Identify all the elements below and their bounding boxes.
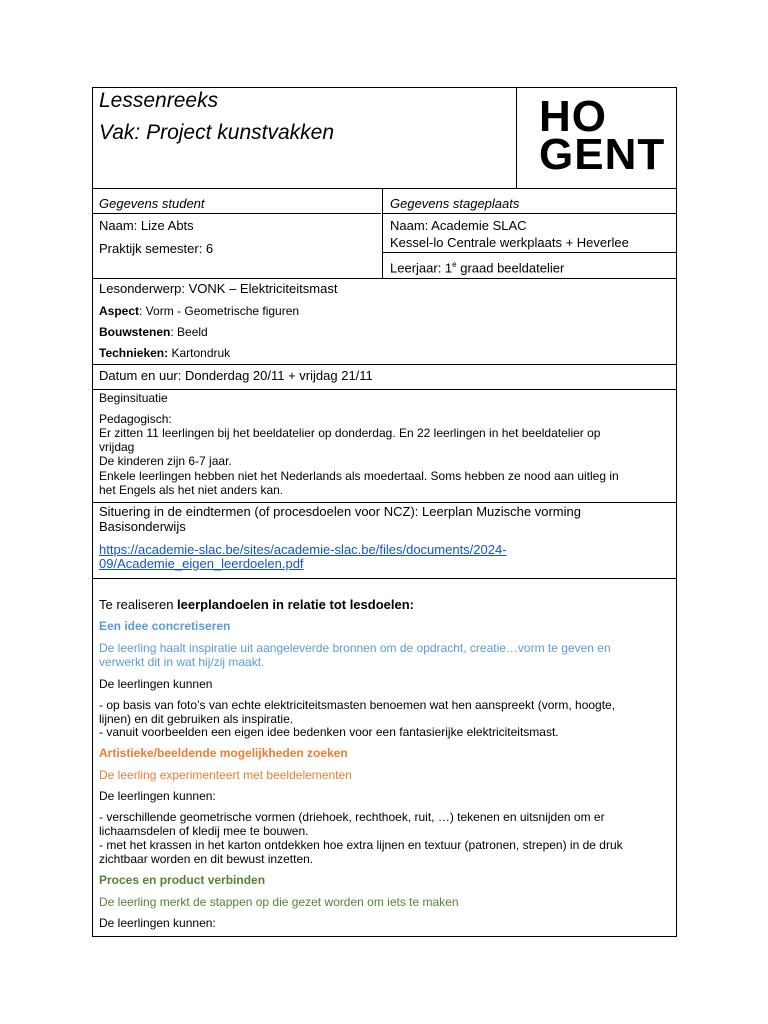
goal-2-line-3: - met het krassen in het karton ontdekken hoe extra lijnen en textuur (patronen, strepen) in de druk	[99, 838, 623, 852]
mogelijkheden-heading: Artistieke/beeldende mogelijkheden zoeken	[99, 746, 348, 760]
concretiseren-text-2: verwerkt dit in wat hij/zij maakt.	[99, 655, 265, 669]
leerlingen-kunnen-1: De leerlingen kunnen	[99, 677, 213, 691]
beginsituatie-line: het Engels als het niet anders kan.	[99, 483, 284, 497]
bouwstenen-value: : Beeld	[170, 325, 208, 339]
concretiseren-heading: Een idee concretiseren	[99, 619, 231, 633]
technieken-value: Kartondruk	[168, 346, 231, 360]
stage-heading: Gegevens stageplaats	[390, 196, 520, 211]
goal-2-line-2: lichaamsdelen of kledij mee te bouwen.	[99, 824, 309, 838]
stage-location-line	[382, 252, 676, 253]
logo-line-1: HO	[539, 92, 607, 141]
aspect-label: Aspect	[99, 304, 140, 318]
situering-line-2: Basisonderwijs	[99, 519, 186, 534]
technieken-label: Technieken:	[99, 346, 169, 360]
grade-suffix: graad beeldatelier	[456, 260, 565, 276]
mogelijkheden-text: De leerling experimenteert met beeldelementen	[99, 768, 352, 782]
goal-2-line-1: - verschillende geometrische vormen (driehoek, rechthoek, ruit, …) tekenen en uitsnijden om er	[99, 810, 605, 824]
date-time: Datum en uur: Donderdag 20/11 + vrijdag 21/11	[99, 368, 373, 383]
grade-prefix: Leerjaar: 1	[390, 260, 453, 276]
beginsituatie-line: Enkele leerlingen hebben niet het Nederlands als moedertaal. Soms hebben ze nood aan uitleg in	[99, 469, 619, 483]
header-divider	[516, 88, 517, 189]
bouwstenen-label: Bouwstenen	[99, 325, 171, 339]
stage-heading-line	[382, 213, 676, 214]
goal-1-line-2: lijnen) en dit gebruiken als inspiratie.	[99, 712, 294, 726]
leerdoelen-link[interactable]: https://academie-slac.be/sites/academie-slac.be/files/documents/2024-	[99, 542, 507, 557]
goal-2-line-4: zichtbaar worden en dit bewust inzetten.	[99, 852, 314, 866]
hogent-logo	[539, 92, 666, 179]
concretiseren-text-1: De leerling haalt inspiratie uit aangeleverde bronnen om de opdracht, creatie…vorm te geven en	[99, 641, 611, 655]
proces-heading: Proces en product verbinden	[99, 873, 266, 887]
aspect-value: : Vorm - Geometrische figuren	[139, 304, 300, 318]
beginsituatie-line: vrijdag	[99, 440, 135, 454]
student-name: Naam: Lize Abts	[99, 218, 194, 233]
beginsituatie-line: Pedagogisch:	[99, 412, 172, 426]
logo-line-2: GENT	[539, 130, 666, 179]
beginsituatie-line: Er zitten 11 leerlingen bij het beeldatelier op donderdag. En 22 leerlingen in het beeldatelier op	[99, 426, 601, 440]
goal-1-line-1: - op basis van foto’s van echte elektriciteitsmasten benoemen wat hen aanspreekt (vorm, hoogte,	[99, 698, 616, 712]
lesson-topic: Lesonderwerp: VONK – Elektriciteitsmast	[99, 281, 338, 296]
lesson-document	[92, 87, 677, 937]
beginsituatie-line: De kinderen zijn 6-7 jaar.	[99, 454, 232, 468]
goal-1-line-3: - vanuit voorbeelden een eigen idee bedenken voor een fantasierijke elektriciteitsmast.	[99, 725, 559, 739]
proces-text: De leerling merkt de stappen op die gezet worden om iets te maken	[99, 895, 459, 909]
grade-sup: e	[452, 260, 457, 269]
gegevens-divider	[382, 189, 383, 279]
student-semester: Praktijk semester: 6	[99, 241, 214, 256]
leerlingen-kunnen-2: De leerlingen kunnen:	[99, 789, 216, 803]
bouwstenen	[99, 325, 208, 339]
situering-line-1: Situering in de eindtermen (of procesdoelen voor NCZ): Leerplan Muzische vorming	[99, 504, 581, 519]
student-heading-line	[93, 213, 381, 214]
stage-grade	[390, 258, 564, 275]
doelen-intro-bold: leerplandoelen in relatie tot lesdoelen:	[177, 597, 414, 612]
beginsituatie-heading: Beginsituatie	[99, 391, 168, 405]
course-title: Vak: Project kunstvakken	[99, 121, 334, 144]
leerdoelen-link-continued[interactable]: 09/Academie_eigen_leerdoelen.pdf	[99, 556, 304, 571]
doelen-intro-prefix: Te realiseren	[99, 597, 178, 612]
aspect	[99, 304, 299, 318]
leerlingen-kunnen-3: De leerlingen kunnen:	[99, 916, 216, 930]
doelen-intro	[99, 598, 414, 612]
stage-name: Naam: Academie SLAC	[390, 218, 527, 233]
technieken	[99, 346, 230, 360]
student-heading: Gegevens student	[99, 196, 205, 211]
series-title: Lessenreeks	[99, 89, 219, 112]
stage-location: Kessel-lo Centrale werkplaats + Heverlee	[390, 235, 629, 250]
